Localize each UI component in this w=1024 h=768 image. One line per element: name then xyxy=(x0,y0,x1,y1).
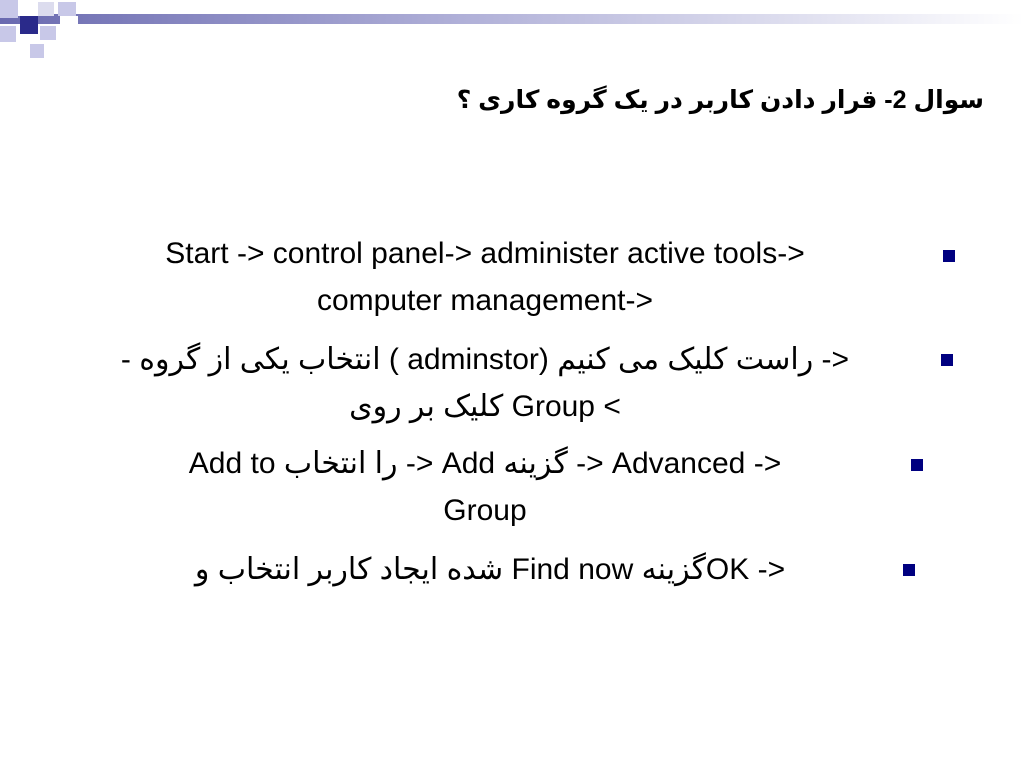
bullet-marker-4 xyxy=(903,564,915,576)
bullet-item-2 xyxy=(50,336,920,430)
bullet-3-line-1: Add to را انتخاب -> Add گزینه -> Advanced -> xyxy=(188,447,782,480)
deco-square-9 xyxy=(30,44,44,58)
header-decoration xyxy=(0,0,1024,60)
deco-square-3 xyxy=(20,16,38,34)
deco-square-5 xyxy=(38,2,54,16)
bullet-item-1 xyxy=(50,230,920,324)
bullet-1-line-1: Start -> control panel-> administer active tools-> xyxy=(165,237,805,270)
bullet-2-line-1: - انتخاب یکی از گروه ( adminstor) راست کلیک می کنیم -> xyxy=(120,343,850,376)
slide-title: سوال 2- قرار دادن کاربر در یک گروه کاری ؟ xyxy=(456,86,984,114)
deco-square-2 xyxy=(18,0,38,16)
header-band xyxy=(0,14,1024,24)
deco-square-4 xyxy=(0,26,16,42)
deco-square-8 xyxy=(60,16,78,30)
bullet-item-4 xyxy=(90,546,890,593)
deco-square-6 xyxy=(40,26,56,40)
bullet-item-3 xyxy=(70,440,900,534)
bullet-3-line-2: Group xyxy=(443,494,527,527)
bullet-marker-2 xyxy=(941,354,953,366)
deco-square-1 xyxy=(0,0,18,18)
bullet-1-line-2: computer management-> xyxy=(316,284,653,317)
bullet-2-line-2: کلیک بر روی Group < xyxy=(349,390,621,423)
bullet-marker-1 xyxy=(943,250,955,262)
bullet-marker-3 xyxy=(911,459,923,471)
deco-square-7 xyxy=(58,2,76,16)
bullet-4-line-1: شده ایجاد کاربر انتخاب و Find now گزینهOK -> xyxy=(194,553,786,586)
